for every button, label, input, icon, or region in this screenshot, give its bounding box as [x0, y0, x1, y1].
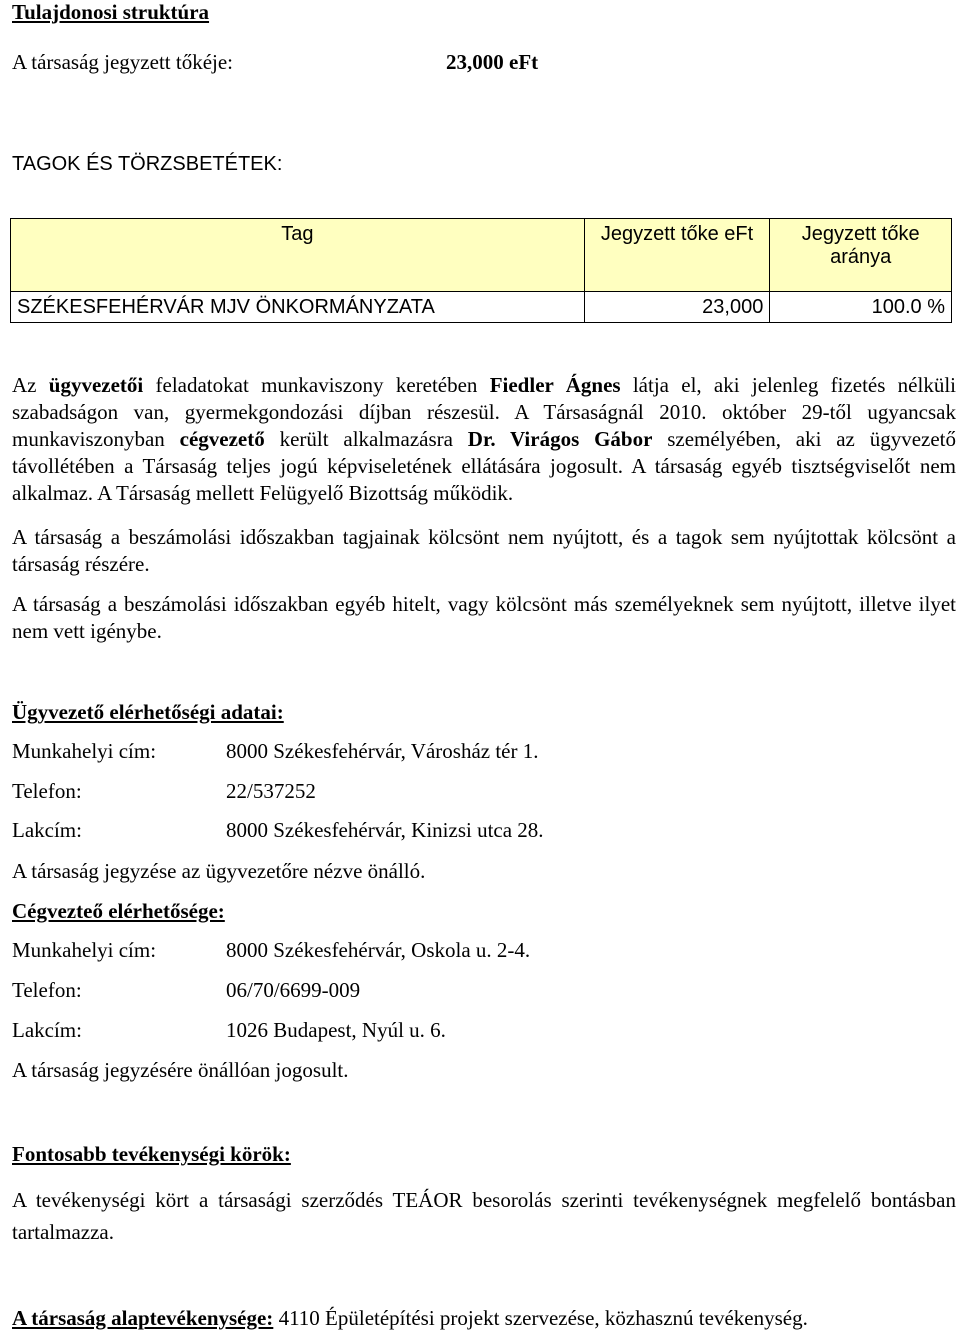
capital-label: A társaság jegyzett tőkéje: [12, 50, 234, 74]
table-cell: SZÉKESFEHÉRVÁR MJV ÖNKORMÁNYZATA [11, 292, 585, 323]
section-heading: Tulajdonosi struktúra [12, 0, 210, 24]
procurator-signing-note: A társaság jegyzésére önállóan jogosult. [12, 1058, 349, 1082]
main-activity-label: A társaság alaptevékenysége: [12, 1306, 274, 1330]
activities-title: Fontosabb tevékenységi körök: [12, 1142, 291, 1166]
members-table [10, 218, 952, 323]
text-span: Az [12, 373, 49, 397]
table-cell: 23,000 [584, 292, 770, 323]
text-span: feladatokat munkaviszony keretében [143, 373, 490, 397]
manager-signing-note: A társaság jegyzése az ügyvezetőre nézve önálló. [12, 859, 426, 883]
bold-span: Dr. Virágos Gábor [467, 427, 653, 451]
bold-span: ügyvezetői [48, 373, 144, 397]
text-span: látja el, aki jelenleg fizetés nélküli szabadságon van, gyermekgondozási díjban részesül. A Társaságnál 2010. október 29-től ugyancsak munkaviszonyban [12, 373, 956, 451]
procurator-phone-label: Telefon: [12, 978, 82, 1002]
table-header-cell: Jegyzett tőke aránya [770, 219, 952, 292]
table-header-cell: Tag [11, 219, 585, 292]
capital-value: 23,000 eFt [446, 50, 539, 74]
bold-span: cégvezető [179, 427, 265, 451]
activities-paragraph: A tevékenységi kört a társasági szerződés TEÁOR besorolás szerinti tevékenységnek megfelelő bontásban tartalmazza. [12, 1188, 956, 1244]
procurator-home-value: 1026 Budapest, Nyúl u. 6. [226, 1018, 446, 1042]
members-title: TAGOK ÉS TÖRZSBETÉTEK: [12, 153, 283, 175]
management-paragraph [12, 372, 956, 507]
credit-paragraph: A társaság a beszámolási időszakban egyéb hitelt, vagy kölcsönt más személyeknek sem nyújtott, illetve ilyet nem vett igénybe. [12, 592, 956, 643]
procurator-phone-value: 06/70/6699-009 [226, 978, 361, 1002]
manager-phone-value: 22/537252 [226, 779, 316, 803]
manager-home-label: Lakcím: [12, 818, 82, 842]
text-span: személyében, aki az ügyvezető távollétében a Társaság teljes jogú képviseletének ellátására jogosult. A társaság egyéb tisztségviselőt nem alkalmaz. A Társaság mellett Felügyelő Bizottság működik. [12, 427, 956, 505]
procurator-contact-title: Cégvezteő elérhetősége: [12, 899, 225, 923]
loan-paragraph: A társaság a beszámolási időszakban tagjainak kölcsönt nem nyújtott, és a tagok sem nyújtottak kölcsönt a társaság részére. [12, 525, 956, 576]
manager-contact-title: Ügyvezető elérhetőségi adatai: [12, 700, 284, 724]
manager-home-value: 8000 Székesfehérvár, Kinizsi utca 28. [226, 818, 544, 842]
table-header-cell: Jegyzett tőke eFt [584, 219, 770, 292]
procurator-work-label: Munkahelyi cím: [12, 938, 157, 962]
table-row [11, 292, 952, 323]
manager-work-value: 8000 Székesfehérvár, Városház tér 1. [226, 739, 539, 763]
procurator-work-value: 8000 Székesfehérvár, Oskola u. 2-4. [226, 938, 531, 962]
main-activity-value: 4110 Épületépítési projekt szervezése, közhasznú tevékenység. [273, 1306, 808, 1330]
text-span: került alkalmazásra [264, 427, 468, 451]
table-cell: 100.0 % [770, 292, 952, 323]
main-activity-line [12, 1306, 808, 1331]
manager-phone-label: Telefon: [12, 779, 82, 803]
table-header-row [11, 219, 952, 292]
manager-work-label: Munkahelyi cím: [12, 739, 157, 763]
procurator-home-label: Lakcím: [12, 1018, 82, 1042]
bold-span: Fiedler Ágnes [489, 373, 621, 397]
